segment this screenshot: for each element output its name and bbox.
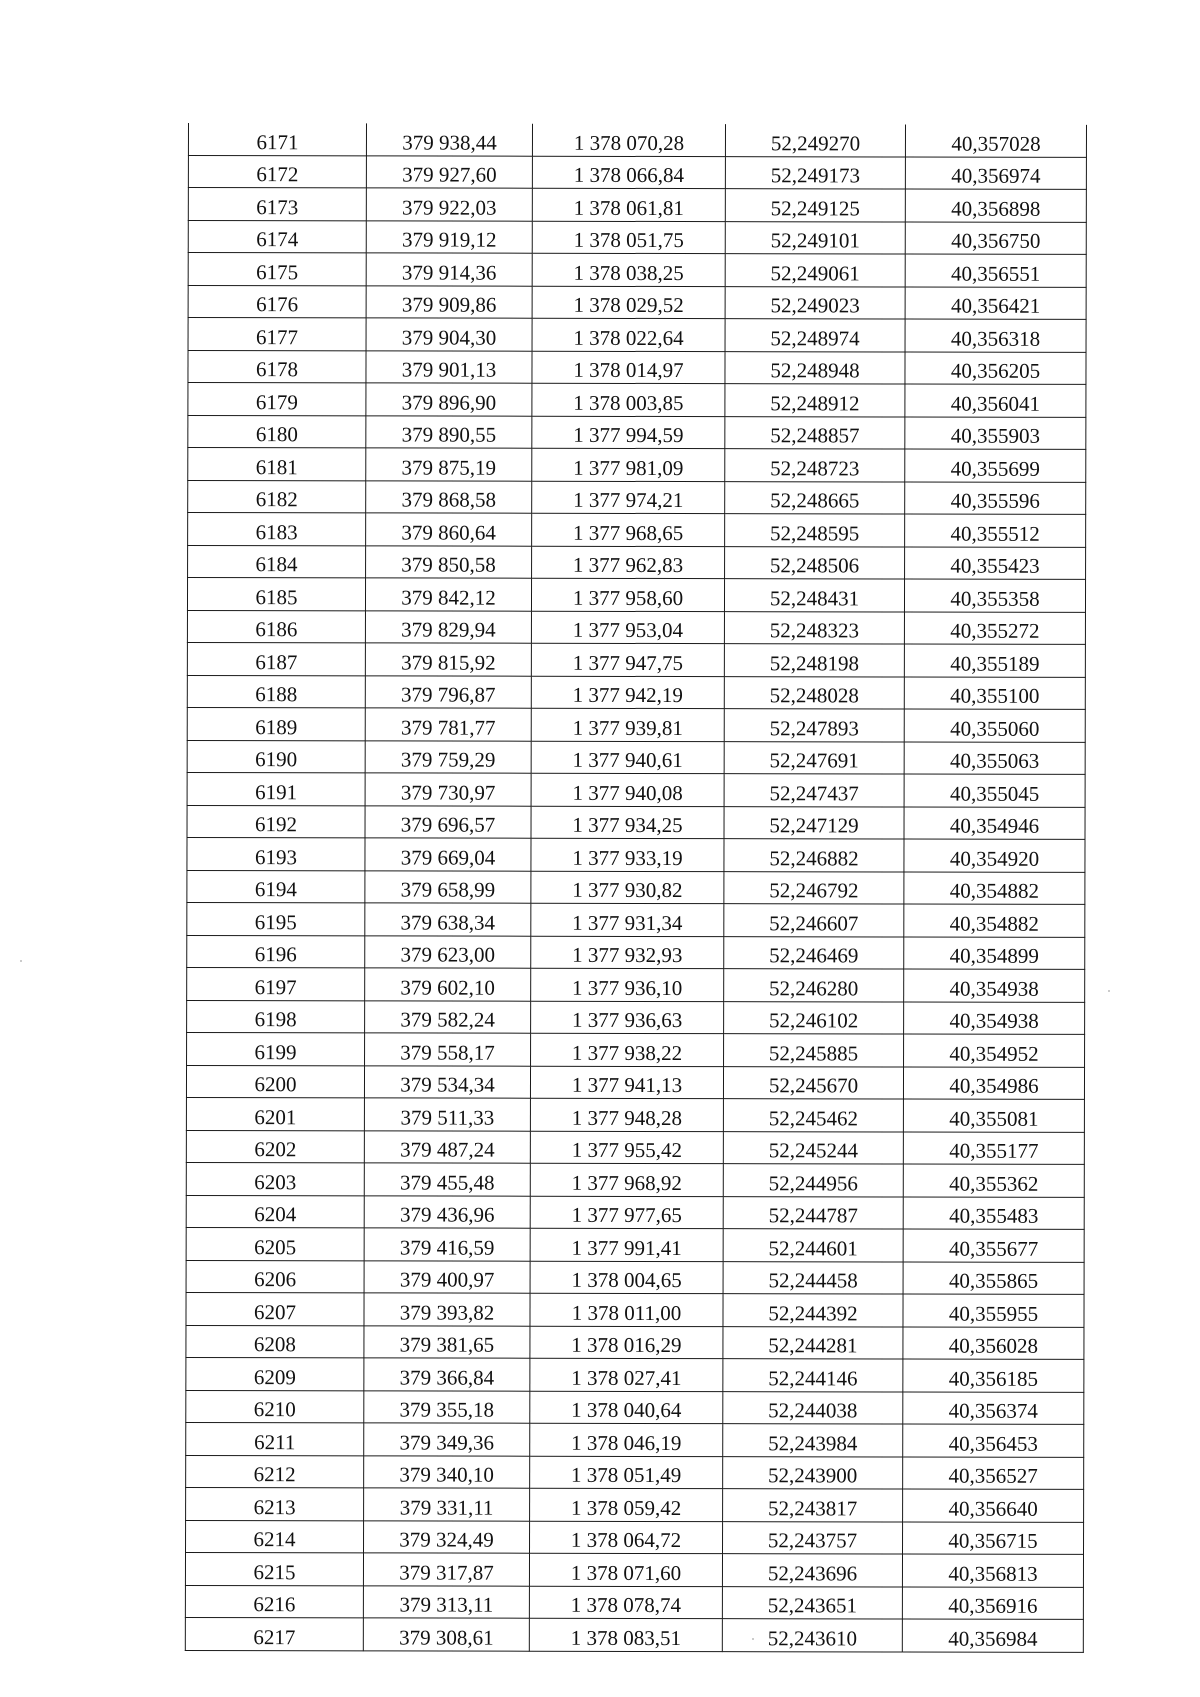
table-row bbox=[187, 805, 1085, 839]
longitude-cell: 40,354938 bbox=[904, 1002, 1085, 1035]
latitude-cell: 52,248974 bbox=[725, 319, 905, 352]
point-number-cell: 6190 bbox=[187, 740, 365, 773]
coordinate-table-container bbox=[185, 123, 1086, 1652]
y-coordinate-cell: 1 378 022,64 bbox=[532, 318, 725, 351]
latitude-cell: 52,247129 bbox=[724, 806, 904, 839]
y-coordinate-cell: 1 377 962,83 bbox=[532, 546, 725, 579]
longitude-cell: 40,356527 bbox=[903, 1456, 1084, 1489]
y-coordinate-cell: 1 377 953,04 bbox=[531, 611, 724, 644]
point-number-cell: 6208 bbox=[186, 1325, 364, 1358]
latitude-cell: 52,249061 bbox=[725, 254, 905, 287]
point-number-cell: 6201 bbox=[186, 1097, 364, 1130]
table-row bbox=[186, 1520, 1084, 1554]
y-coordinate-cell: 1 378 038,25 bbox=[532, 253, 725, 286]
latitude-cell: 52,248595 bbox=[725, 514, 905, 547]
x-coordinate-cell: 379 938,44 bbox=[366, 123, 532, 155]
x-coordinate-cell: 379 638,34 bbox=[365, 903, 531, 936]
x-coordinate-cell: 379 582,24 bbox=[365, 1000, 531, 1033]
x-coordinate-cell: 379 875,19 bbox=[366, 448, 532, 481]
point-number-cell: 6185 bbox=[187, 578, 365, 611]
y-coordinate-cell: 1 378 003,85 bbox=[532, 383, 725, 416]
longitude-cell: 40,354986 bbox=[903, 1067, 1084, 1100]
latitude-cell: 52,245462 bbox=[723, 1099, 903, 1132]
latitude-cell: 52,243610 bbox=[722, 1619, 902, 1652]
latitude-cell: 52,248506 bbox=[725, 546, 905, 579]
table-row bbox=[186, 1065, 1084, 1099]
table-row bbox=[186, 1162, 1084, 1196]
table-row bbox=[188, 513, 1086, 547]
longitude-cell: 40,356205 bbox=[905, 352, 1086, 385]
y-coordinate-cell: 1 378 071,60 bbox=[529, 1553, 722, 1586]
x-coordinate-cell: 379 534,34 bbox=[364, 1065, 530, 1098]
longitude-cell: 40,356374 bbox=[903, 1392, 1084, 1425]
y-coordinate-cell: 1 377 936,63 bbox=[531, 1001, 724, 1034]
latitude-cell: 52,248665 bbox=[725, 481, 905, 514]
table-row bbox=[186, 1487, 1084, 1521]
latitude-cell: 52,244281 bbox=[723, 1326, 903, 1359]
table-row bbox=[187, 1032, 1085, 1066]
latitude-cell: 52,244458 bbox=[723, 1261, 903, 1294]
latitude-cell: 52,243900 bbox=[723, 1456, 903, 1489]
table-row bbox=[185, 1617, 1083, 1651]
point-number-cell: 6212 bbox=[186, 1455, 364, 1488]
x-coordinate-cell: 379 914,36 bbox=[366, 253, 532, 286]
longitude-cell: 40,357028 bbox=[905, 125, 1086, 157]
y-coordinate-cell: 1 377 940,08 bbox=[531, 773, 724, 806]
table-row bbox=[186, 1097, 1084, 1131]
longitude-cell: 40,355699 bbox=[905, 449, 1086, 482]
x-coordinate-cell: 379 842,12 bbox=[365, 578, 531, 611]
point-number-cell: 6172 bbox=[188, 155, 366, 188]
x-coordinate-cell: 379 696,57 bbox=[365, 805, 531, 838]
y-coordinate-cell: 1 377 942,19 bbox=[531, 676, 724, 709]
y-coordinate-cell: 1 378 029,52 bbox=[532, 286, 725, 319]
x-coordinate-cell: 379 759,29 bbox=[365, 740, 531, 773]
y-coordinate-cell: 1 377 974,21 bbox=[532, 481, 725, 514]
y-coordinate-cell: 1 378 011,00 bbox=[530, 1293, 723, 1326]
longitude-cell: 40,355423 bbox=[905, 547, 1086, 580]
y-coordinate-cell: 1 377 991,41 bbox=[530, 1228, 723, 1261]
longitude-cell: 40,355955 bbox=[903, 1294, 1084, 1327]
table-row bbox=[188, 480, 1086, 514]
latitude-cell: 52,247437 bbox=[724, 774, 904, 807]
x-coordinate-cell: 379 868,58 bbox=[366, 480, 532, 513]
x-coordinate-cell: 379 313,11 bbox=[363, 1585, 529, 1618]
latitude-cell: 52,248198 bbox=[724, 644, 904, 677]
latitude-cell: 52,243757 bbox=[723, 1521, 903, 1554]
longitude-cell: 40,356898 bbox=[905, 189, 1086, 222]
latitude-cell: 52,248431 bbox=[724, 579, 904, 612]
point-number-cell: 6215 bbox=[185, 1552, 363, 1585]
point-number-cell: 6175 bbox=[188, 253, 366, 286]
x-coordinate-cell: 379 324,49 bbox=[364, 1520, 530, 1553]
table-row bbox=[186, 1357, 1084, 1391]
longitude-cell: 40,355362 bbox=[903, 1164, 1084, 1197]
x-coordinate-cell: 379 393,82 bbox=[364, 1293, 530, 1326]
latitude-cell: 52,249101 bbox=[725, 221, 905, 254]
latitude-cell: 52,243984 bbox=[723, 1424, 903, 1457]
point-number-cell: 6199 bbox=[187, 1032, 365, 1065]
point-number-cell: 6182 bbox=[188, 480, 366, 513]
y-coordinate-cell: 1 377 932,93 bbox=[531, 936, 724, 969]
point-number-cell: 6184 bbox=[188, 545, 366, 578]
point-number-cell: 6202 bbox=[186, 1130, 364, 1163]
latitude-cell: 52,246102 bbox=[724, 1001, 904, 1034]
latitude-cell: 52,244956 bbox=[723, 1164, 903, 1197]
point-number-cell: 6193 bbox=[187, 837, 365, 870]
x-coordinate-cell: 379 896,90 bbox=[366, 383, 532, 416]
table-row bbox=[187, 642, 1085, 676]
x-coordinate-cell: 379 558,17 bbox=[365, 1033, 531, 1066]
table-row bbox=[187, 837, 1085, 871]
longitude-cell: 40,354946 bbox=[904, 807, 1085, 840]
y-coordinate-cell: 1 377 936,10 bbox=[531, 968, 724, 1001]
latitude-cell: 52,247893 bbox=[724, 709, 904, 742]
point-number-cell: 6191 bbox=[187, 772, 365, 805]
x-coordinate-cell: 379 381,65 bbox=[364, 1325, 530, 1358]
y-coordinate-cell: 1 377 977,65 bbox=[530, 1196, 723, 1229]
longitude-cell: 40,356551 bbox=[905, 254, 1086, 287]
table-row bbox=[188, 220, 1086, 254]
longitude-cell: 40,355677 bbox=[903, 1229, 1084, 1262]
latitude-cell: 52,248857 bbox=[725, 416, 905, 449]
latitude-cell: 52,243817 bbox=[723, 1489, 903, 1522]
y-coordinate-cell: 1 377 968,92 bbox=[530, 1163, 723, 1196]
point-number-cell: 6198 bbox=[187, 1000, 365, 1033]
longitude-cell: 40,355865 bbox=[903, 1262, 1084, 1295]
longitude-cell: 40,354882 bbox=[904, 872, 1085, 905]
longitude-cell: 40,354920 bbox=[904, 839, 1085, 872]
latitude-cell: 52,248323 bbox=[724, 611, 904, 644]
x-coordinate-cell: 379 487,24 bbox=[364, 1130, 530, 1163]
coordinate-table bbox=[185, 123, 1087, 1652]
y-coordinate-cell: 1 377 934,25 bbox=[531, 806, 724, 839]
latitude-cell: 52,245885 bbox=[724, 1034, 904, 1067]
scan-speck bbox=[20, 960, 22, 962]
table-row bbox=[188, 285, 1086, 319]
table-row bbox=[186, 1260, 1084, 1294]
y-coordinate-cell: 1 378 078,74 bbox=[529, 1586, 722, 1619]
point-number-cell: 6187 bbox=[187, 642, 365, 675]
latitude-cell: 52,249270 bbox=[725, 124, 905, 156]
longitude-cell: 40,356421 bbox=[905, 287, 1086, 320]
table-row bbox=[188, 448, 1086, 482]
x-coordinate-cell: 379 829,94 bbox=[365, 610, 531, 643]
table-row bbox=[187, 772, 1085, 806]
longitude-cell: 40,355358 bbox=[904, 579, 1085, 612]
x-coordinate-cell: 379 669,04 bbox=[365, 838, 531, 871]
table-row bbox=[188, 318, 1086, 352]
latitude-cell: 52,246792 bbox=[724, 871, 904, 904]
point-number-cell: 6205 bbox=[186, 1227, 364, 1260]
point-number-cell: 6210 bbox=[186, 1390, 364, 1423]
longitude-cell: 40,356041 bbox=[905, 384, 1086, 417]
point-number-cell: 6196 bbox=[187, 935, 365, 968]
latitude-cell: 52,248723 bbox=[725, 449, 905, 482]
point-number-cell: 6189 bbox=[187, 707, 365, 740]
table-row bbox=[187, 610, 1085, 644]
longitude-cell: 40,355189 bbox=[904, 644, 1085, 677]
point-number-cell: 6204 bbox=[186, 1195, 364, 1228]
latitude-cell: 52,249023 bbox=[725, 286, 905, 319]
table-row bbox=[186, 1292, 1084, 1326]
coordinate-table-body bbox=[185, 123, 1086, 1652]
point-number-cell: 6211 bbox=[186, 1422, 364, 1455]
x-coordinate-cell: 379 511,33 bbox=[364, 1098, 530, 1131]
x-coordinate-cell: 379 922,03 bbox=[366, 188, 532, 221]
y-coordinate-cell: 1 377 933,19 bbox=[531, 838, 724, 871]
y-coordinate-cell: 1 377 938,22 bbox=[531, 1033, 724, 1066]
point-number-cell: 6214 bbox=[186, 1520, 364, 1553]
longitude-cell: 40,356028 bbox=[903, 1327, 1084, 1360]
table-row bbox=[186, 1390, 1084, 1424]
point-number-cell: 6192 bbox=[187, 805, 365, 838]
longitude-cell: 40,356715 bbox=[903, 1521, 1084, 1554]
y-coordinate-cell: 1 378 016,29 bbox=[530, 1326, 723, 1359]
table-row bbox=[187, 935, 1085, 969]
x-coordinate-cell: 379 623,00 bbox=[365, 935, 531, 968]
y-coordinate-cell: 1 377 931,34 bbox=[531, 903, 724, 936]
longitude-cell: 40,355081 bbox=[903, 1099, 1084, 1132]
y-coordinate-cell: 1 378 066,84 bbox=[532, 156, 725, 189]
y-coordinate-cell: 1 378 051,49 bbox=[530, 1456, 723, 1489]
y-coordinate-cell: 1 378 059,42 bbox=[530, 1488, 723, 1521]
table-row bbox=[187, 675, 1085, 709]
latitude-cell: 52,244038 bbox=[723, 1391, 903, 1424]
y-coordinate-cell: 1 378 051,75 bbox=[532, 221, 725, 254]
x-coordinate-cell: 379 919,12 bbox=[366, 220, 532, 253]
y-coordinate-cell: 1 377 968,65 bbox=[532, 513, 725, 546]
y-coordinate-cell: 1 377 958,60 bbox=[531, 578, 724, 611]
x-coordinate-cell: 379 602,10 bbox=[365, 968, 531, 1001]
y-coordinate-cell: 1 378 064,72 bbox=[530, 1521, 723, 1554]
y-coordinate-cell: 1 377 947,75 bbox=[531, 643, 724, 676]
x-coordinate-cell: 379 901,13 bbox=[366, 350, 532, 383]
y-coordinate-cell: 1 377 981,09 bbox=[532, 448, 725, 481]
point-number-cell: 6179 bbox=[188, 383, 366, 416]
y-coordinate-cell: 1 378 027,41 bbox=[530, 1358, 723, 1391]
y-coordinate-cell: 1 378 040,64 bbox=[530, 1391, 723, 1424]
table-row bbox=[187, 707, 1085, 741]
x-coordinate-cell: 379 658,99 bbox=[365, 870, 531, 903]
x-coordinate-cell: 379 366,84 bbox=[364, 1358, 530, 1391]
table-row bbox=[186, 1455, 1084, 1489]
longitude-cell: 40,356750 bbox=[905, 222, 1086, 255]
x-coordinate-cell: 379 860,64 bbox=[366, 513, 532, 546]
table-row bbox=[188, 253, 1086, 287]
longitude-cell: 40,356916 bbox=[902, 1586, 1083, 1619]
point-number-cell: 6177 bbox=[188, 318, 366, 351]
table-row bbox=[188, 188, 1086, 222]
longitude-cell: 40,354938 bbox=[904, 969, 1085, 1002]
latitude-cell: 52,246882 bbox=[724, 839, 904, 872]
point-number-cell: 6209 bbox=[186, 1357, 364, 1390]
point-number-cell: 6178 bbox=[188, 350, 366, 383]
point-number-cell: 6217 bbox=[185, 1617, 363, 1650]
table-row bbox=[187, 578, 1085, 612]
latitude-cell: 52,244601 bbox=[723, 1229, 903, 1262]
x-coordinate-cell: 379 796,87 bbox=[365, 675, 531, 708]
table-row bbox=[188, 545, 1086, 579]
y-coordinate-cell: 1 378 014,97 bbox=[532, 351, 725, 384]
x-coordinate-cell: 379 436,96 bbox=[364, 1195, 530, 1228]
y-coordinate-cell: 1 378 004,65 bbox=[530, 1261, 723, 1294]
point-number-cell: 6195 bbox=[187, 902, 365, 935]
scan-speck bbox=[752, 1638, 754, 1640]
x-coordinate-cell: 379 815,92 bbox=[365, 643, 531, 676]
latitude-cell: 52,249173 bbox=[725, 156, 905, 189]
point-number-cell: 6203 bbox=[186, 1162, 364, 1195]
longitude-cell: 40,356813 bbox=[902, 1554, 1083, 1587]
point-number-cell: 6194 bbox=[187, 870, 365, 903]
point-number-cell: 6207 bbox=[186, 1292, 364, 1325]
latitude-cell: 52,248028 bbox=[724, 676, 904, 709]
table-row bbox=[187, 1000, 1085, 1034]
table-row bbox=[186, 1422, 1084, 1456]
table-row bbox=[188, 415, 1086, 449]
scan-speck bbox=[1108, 990, 1110, 992]
latitude-cell: 52,244392 bbox=[723, 1294, 903, 1327]
longitude-cell: 40,354952 bbox=[904, 1034, 1085, 1067]
table-row bbox=[186, 1195, 1084, 1229]
latitude-cell: 52,248912 bbox=[725, 384, 905, 417]
y-coordinate-cell: 1 378 046,19 bbox=[530, 1423, 723, 1456]
longitude-cell: 40,355045 bbox=[904, 774, 1085, 807]
longitude-cell: 40,356453 bbox=[903, 1424, 1084, 1457]
point-number-cell: 6197 bbox=[187, 967, 365, 1000]
point-number-cell: 6186 bbox=[187, 610, 365, 643]
longitude-cell: 40,355512 bbox=[905, 514, 1086, 547]
longitude-cell: 40,354882 bbox=[904, 904, 1085, 937]
x-coordinate-cell: 379 455,48 bbox=[364, 1163, 530, 1196]
y-coordinate-cell: 1 377 939,81 bbox=[531, 708, 724, 741]
point-number-cell: 6188 bbox=[187, 675, 365, 708]
table-row bbox=[186, 1325, 1084, 1359]
table-row bbox=[188, 350, 1086, 384]
longitude-cell: 40,355060 bbox=[904, 709, 1085, 742]
longitude-cell: 40,356974 bbox=[905, 157, 1086, 190]
y-coordinate-cell: 1 377 930,82 bbox=[531, 871, 724, 904]
x-coordinate-cell: 379 904,30 bbox=[366, 318, 532, 351]
latitude-cell: 52,244146 bbox=[723, 1359, 903, 1392]
x-coordinate-cell: 379 781,77 bbox=[365, 708, 531, 741]
x-coordinate-cell: 379 340,10 bbox=[364, 1455, 530, 1488]
longitude-cell: 40,355063 bbox=[904, 742, 1085, 775]
x-coordinate-cell: 379 730,97 bbox=[365, 773, 531, 806]
latitude-cell: 52,246469 bbox=[724, 936, 904, 969]
table-row bbox=[187, 967, 1085, 1001]
x-coordinate-cell: 379 355,18 bbox=[364, 1390, 530, 1423]
y-coordinate-cell: 1 378 083,51 bbox=[529, 1618, 722, 1651]
y-coordinate-cell: 1 377 948,28 bbox=[530, 1098, 723, 1131]
x-coordinate-cell: 379 416,59 bbox=[364, 1228, 530, 1261]
x-coordinate-cell: 379 890,55 bbox=[366, 415, 532, 448]
table-row bbox=[185, 1552, 1083, 1586]
x-coordinate-cell: 379 331,11 bbox=[364, 1488, 530, 1521]
longitude-cell: 40,354899 bbox=[904, 937, 1085, 970]
x-coordinate-cell: 379 308,61 bbox=[363, 1618, 529, 1651]
longitude-cell: 40,356185 bbox=[903, 1359, 1084, 1392]
y-coordinate-cell: 1 377 994,59 bbox=[532, 416, 725, 449]
table-row bbox=[186, 1130, 1084, 1164]
point-number-cell: 6180 bbox=[188, 415, 366, 448]
longitude-cell: 40,355596 bbox=[905, 482, 1086, 515]
table-row bbox=[188, 123, 1086, 157]
y-coordinate-cell: 1 377 955,42 bbox=[530, 1131, 723, 1164]
latitude-cell: 52,247691 bbox=[724, 741, 904, 774]
x-coordinate-cell: 379 850,58 bbox=[366, 545, 532, 578]
x-coordinate-cell: 379 349,36 bbox=[364, 1423, 530, 1456]
point-number-cell: 6173 bbox=[188, 188, 366, 221]
table-row bbox=[186, 1227, 1084, 1261]
latitude-cell: 52,245670 bbox=[723, 1066, 903, 1099]
point-number-cell: 6200 bbox=[186, 1065, 364, 1098]
y-coordinate-cell: 1 378 061,81 bbox=[532, 188, 725, 221]
longitude-cell: 40,356318 bbox=[905, 319, 1086, 352]
x-coordinate-cell: 379 909,86 bbox=[366, 285, 532, 318]
point-number-cell: 6171 bbox=[188, 123, 366, 155]
point-number-cell: 6216 bbox=[185, 1585, 363, 1618]
point-number-cell: 6213 bbox=[186, 1487, 364, 1520]
longitude-cell: 40,355272 bbox=[904, 612, 1085, 645]
table-row bbox=[188, 383, 1086, 417]
point-number-cell: 6206 bbox=[186, 1260, 364, 1293]
latitude-cell: 52,248948 bbox=[725, 351, 905, 384]
latitude-cell: 52,246280 bbox=[724, 969, 904, 1002]
latitude-cell: 52,243651 bbox=[722, 1586, 902, 1619]
latitude-cell: 52,245244 bbox=[723, 1131, 903, 1164]
table-row bbox=[188, 155, 1086, 189]
table-row bbox=[185, 1585, 1083, 1619]
point-number-cell: 6183 bbox=[188, 513, 366, 546]
x-coordinate-cell: 379 927,60 bbox=[366, 155, 532, 188]
longitude-cell: 40,355100 bbox=[904, 677, 1085, 710]
latitude-cell: 52,244787 bbox=[723, 1196, 903, 1229]
table-row bbox=[187, 870, 1085, 904]
latitude-cell: 52,249125 bbox=[725, 189, 905, 222]
longitude-cell: 40,355903 bbox=[905, 417, 1086, 450]
point-number-cell: 6181 bbox=[188, 448, 366, 481]
point-number-cell: 6174 bbox=[188, 220, 366, 253]
latitude-cell: 52,246607 bbox=[724, 904, 904, 937]
table-row bbox=[187, 902, 1085, 936]
longitude-cell: 40,355177 bbox=[903, 1132, 1084, 1165]
longitude-cell: 40,355483 bbox=[903, 1197, 1084, 1230]
x-coordinate-cell: 379 400,97 bbox=[364, 1260, 530, 1293]
y-coordinate-cell: 1 377 940,61 bbox=[531, 741, 724, 774]
latitude-cell: 52,243696 bbox=[722, 1554, 902, 1587]
point-number-cell: 6176 bbox=[188, 285, 366, 318]
table-row bbox=[187, 740, 1085, 774]
y-coordinate-cell: 1 378 070,28 bbox=[532, 124, 725, 156]
longitude-cell: 40,356640 bbox=[903, 1489, 1084, 1522]
y-coordinate-cell: 1 377 941,13 bbox=[530, 1066, 723, 1099]
x-coordinate-cell: 379 317,87 bbox=[363, 1553, 529, 1586]
longitude-cell: 40,356984 bbox=[902, 1619, 1083, 1652]
